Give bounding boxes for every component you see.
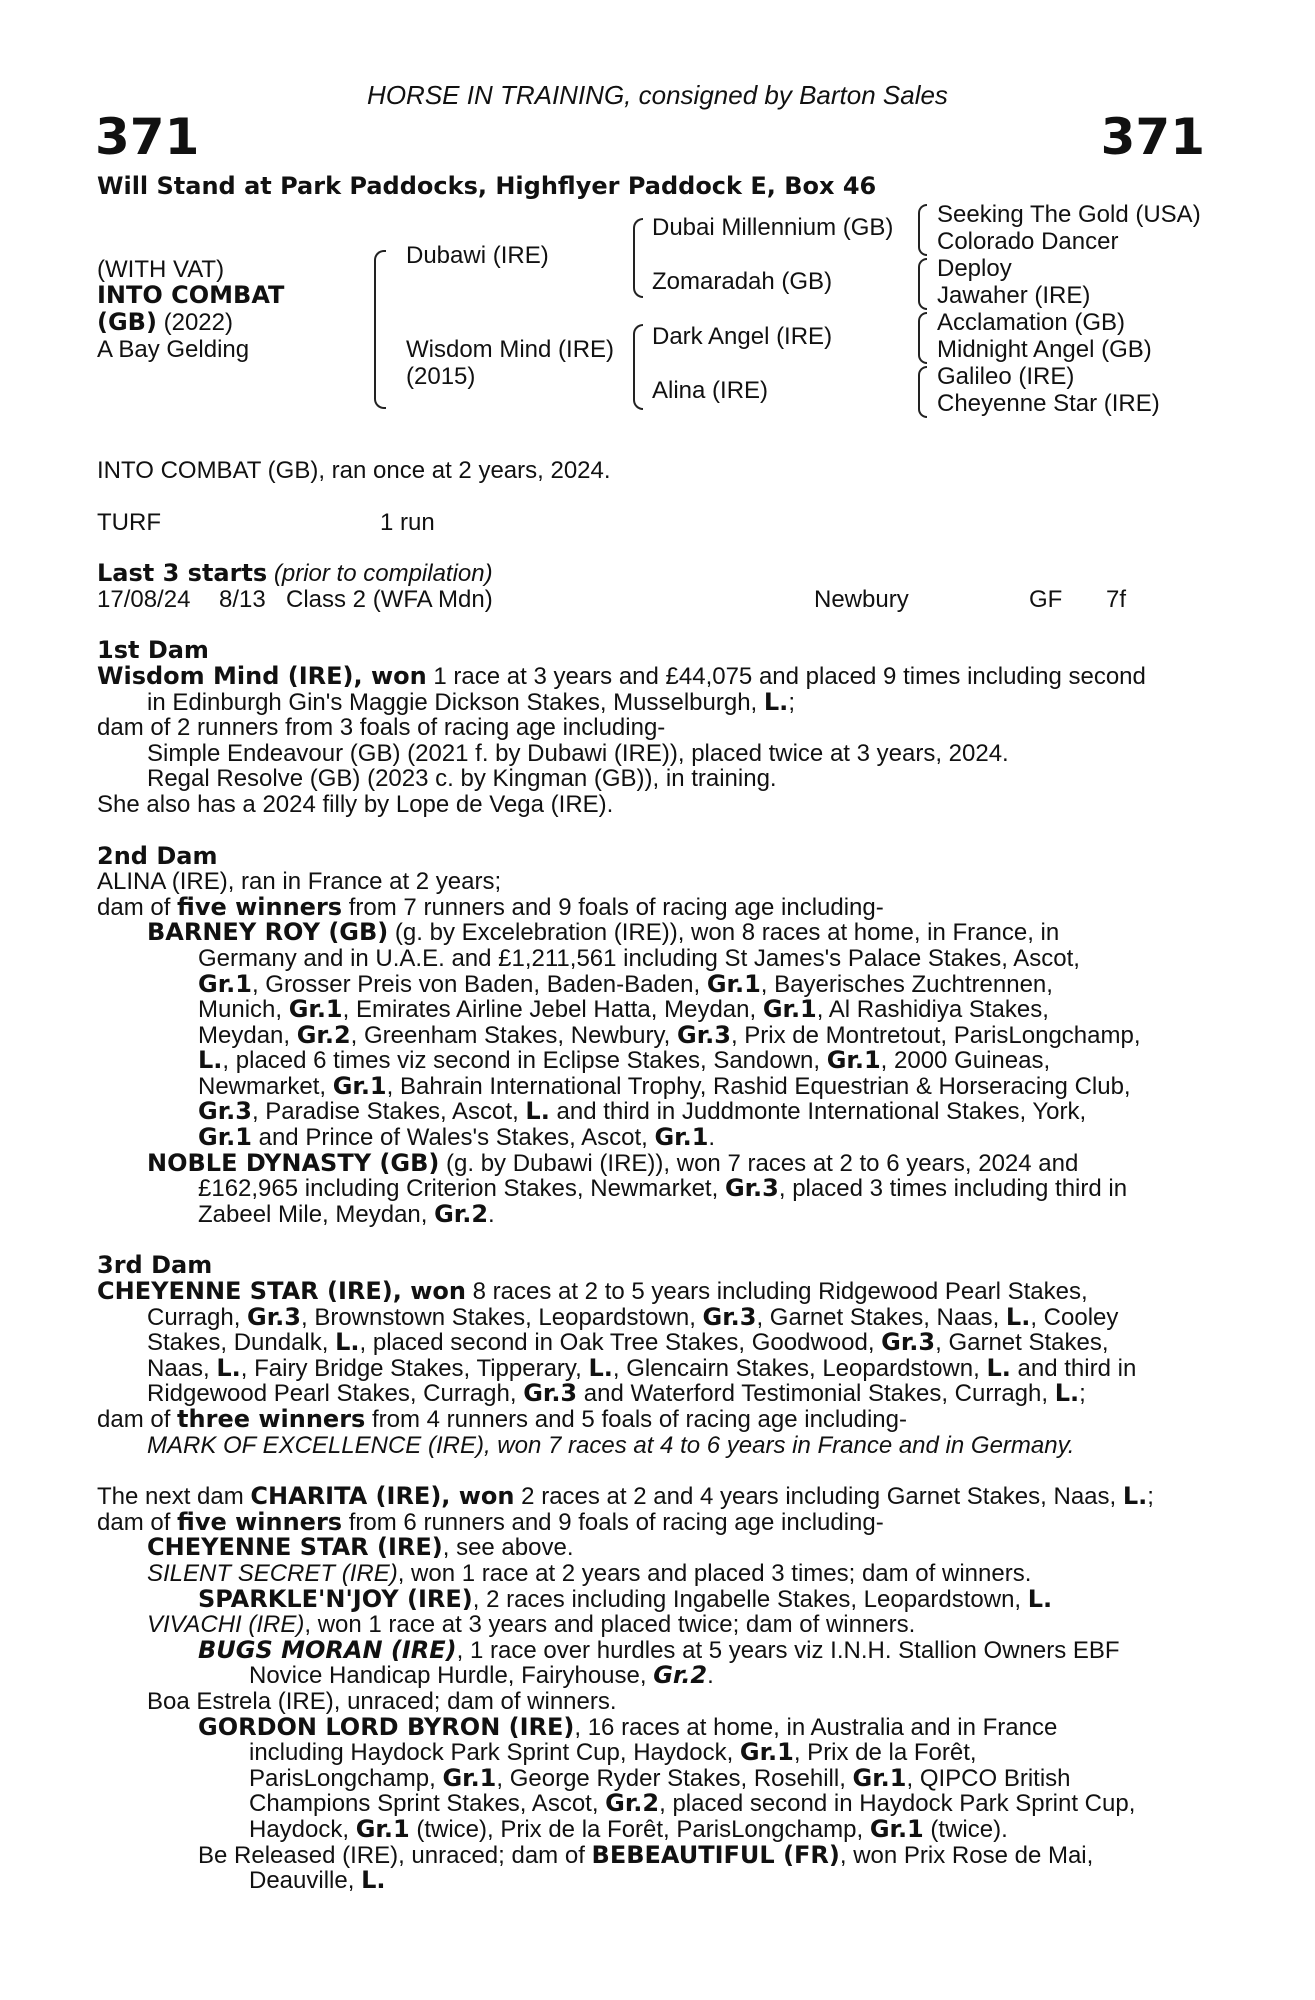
- race-summary: INTO COMBAT (GB), ran once at 2 years, 2024.: [97, 457, 611, 484]
- start-row: 17/08/24 8/13 Class 2 (WFA Mdn) Newbury GF 7f: [97, 585, 1127, 613]
- great-grandparent-8: Cheyenne Star (IRE): [937, 390, 1160, 417]
- stand-location: Will Stand at Park Paddocks, Highflyer Paddock E, Box 46: [97, 172, 877, 200]
- first-dam-line: She also has a 2024 filly by Lope de Vega (IRE).: [97, 790, 614, 818]
- barney-roy-line: L., placed 6 times viz second in Eclipse Stakes, Sandown, Gr.1, 2000 Guineas,: [198, 1046, 1051, 1075]
- first-dam-heading: 1st Dam: [97, 636, 209, 665]
- third-dam-line: Ridgewood Pearl Stakes, Curragh, Gr.3 and Waterford Testimonial Stakes, Curragh, L.;: [147, 1379, 1086, 1408]
- catalogue-body: [97, 458, 1207, 1894]
- great-grandparent-3: Deploy: [937, 255, 1012, 282]
- third-dam-line: Naas, L., Fairy Bridge Stakes, Tipperary, L., Glencairn Stakes, Leopardstown, L. and third in: [147, 1353, 1137, 1382]
- g2-brace: [918, 258, 927, 310]
- barney-roy-line: Meydan, Gr.2, Greenham Stakes, Newbury, Gr.3, Prix de Montretout, ParisLongchamp,: [198, 1020, 1141, 1049]
- g3-brace: [918, 312, 927, 364]
- vat-note: (WITH VAT): [97, 256, 225, 283]
- next-dam-line: The next dam CHARITA (IRE), won 2 races at 2 and 4 years including Garnet Stakes, Naas, L.;: [97, 1482, 1154, 1511]
- dam-parents-brace: [633, 324, 643, 410]
- noble-dynasty-line: Zabeel Mile, Meydan, Gr.2.: [198, 1199, 495, 1228]
- third-dam-heading: 3rd Dam: [97, 1251, 213, 1280]
- great-grandparent-6: Midnight Angel (GB): [937, 336, 1152, 363]
- first-dam-line: dam of 2 runners from 3 foals of racing age including-: [97, 714, 666, 742]
- great-grandparent-2: Colorado Dancer: [937, 228, 1119, 255]
- lot-number-left: 371: [95, 108, 200, 166]
- horse-description: A Bay Gelding: [97, 336, 250, 363]
- first-dam-produce: Simple Endeavour (GB) (2021 f. by Dubawi (IRE)), placed twice at 3 years, 2024.: [147, 739, 1009, 767]
- next-dam-produce: Novice Handicap Hurdle, Fairyhouse, Gr.2.: [249, 1661, 714, 1690]
- be-released-line: Deauville, L.: [249, 1866, 386, 1895]
- great-grandparent-4: Jawaher (IRE): [937, 282, 1091, 309]
- third-dam-line: Stakes, Dundalk, L., placed second in Oak Tree Stakes, Goodwood, Gr.3, Garnet Stakes,: [147, 1328, 1109, 1357]
- barney-roy-line: Munich, Gr.1, Emirates Airline Jebel Hatta, Meydan, Gr.1, Al Rashidiya Stakes,: [198, 995, 1049, 1024]
- gordon-lord-byron-line: Champions Sprint Stakes, Ascot, Gr.2, placed second in Haydock Park Sprint Cup,: [249, 1789, 1136, 1818]
- next-dam-produce: Boa Estrela (IRE), unraced; dam of winners.: [147, 1687, 617, 1715]
- dam-dam: Alina (IRE): [652, 377, 769, 404]
- first-dam-produce: Regal Resolve (GB) (2023 c. by Kingman (GB)), in training.: [147, 765, 777, 793]
- great-grandparent-7: Galileo (IRE): [937, 363, 1075, 390]
- gordon-lord-byron-line: including Haydock Park Sprint Cup, Haydock, Gr.1, Prix de la Forêt,: [249, 1738, 977, 1767]
- next-dam-produce: SPARKLE'N'JOY (IRE), 2 races including Ingabelle Stakes, Leopardstown, L.: [198, 1584, 1053, 1613]
- horse-country-year: (GB) (2022): [97, 308, 233, 336]
- first-dam-line: in Edinburgh Gin's Maggie Dickson Stakes, Musselburgh, L.;: [147, 687, 795, 716]
- third-dam-line: CHEYENNE STAR (IRE), won 8 races at 2 to 5 years including Ridgewood Pearl Stakes,: [97, 1277, 1088, 1306]
- third-dam-produce: MARK OF EXCELLENCE (IRE), won 7 races at 4 to 6 years in France and in Germany.: [147, 1431, 1075, 1459]
- next-dam-line: dam of five winners from 6 runners and 9 foals of racing age including-: [97, 1507, 884, 1536]
- great-grandparent-1: Seeking The Gold (USA): [937, 201, 1201, 228]
- sire-parents-brace: [633, 218, 643, 298]
- g1-brace: [918, 204, 927, 256]
- next-dam-produce: SILENT SECRET (IRE), won 1 race at 2 years and placed 3 times; dam of winners.: [147, 1559, 1032, 1587]
- dam-year: (2015): [406, 363, 476, 390]
- next-dam-produce: CHEYENNE STAR (IRE), see above.: [147, 1533, 574, 1562]
- g4-brace: [918, 366, 927, 418]
- next-dam-produce: BUGS MORAN (IRE), 1 race over hurdles at 5 years viz I.N.H. Stallion Owners EBF: [198, 1635, 1120, 1664]
- second-dam-line: ALINA (IRE), ran in France at 2 years;: [97, 868, 502, 896]
- last-starts-heading: Last 3 starts (prior to compilation): [97, 559, 493, 588]
- lot-number-right: 371: [1100, 108, 1205, 166]
- barney-roy-line: Gr.1 and Prince of Wales's Stakes, Ascot, Gr.1.: [198, 1123, 716, 1152]
- barney-roy-line: Gr.3, Paradise Stakes, Ascot, L. and third in Juddmonte International Stakes, York,: [198, 1097, 1087, 1126]
- sire-dam: Zomaradah (GB): [652, 268, 833, 295]
- noble-dynasty-line: £162,965 including Criterion Stakes, Newmarket, Gr.3, placed 3 times including third in: [198, 1174, 1128, 1203]
- great-grandparent-5: Acclamation (GB): [937, 309, 1126, 336]
- sire-sire: Dubai Millennium (GB): [652, 214, 894, 241]
- third-dam-line: Curragh, Gr.3, Brownstown Stakes, Leopardstown, Gr.3, Garnet Stakes, Naas, L., Cooley: [147, 1302, 1119, 1331]
- horse-name: INTO COMBAT: [97, 281, 285, 309]
- dam-sire: Dark Angel (IRE): [652, 323, 833, 350]
- catalogue-header: HORSE IN TRAINING, consigned by Barton Sales: [367, 80, 948, 110]
- dam: Wisdom Mind (IRE): [406, 336, 615, 363]
- barney-roy-line: Gr.1, Grosser Preis von Baden, Baden-Baden, Gr.1, Bayerisches Zuchtrennen,: [198, 969, 1053, 998]
- second-dam-line: dam of five winners from 7 runners and 9 foals of racing age including-: [97, 892, 884, 921]
- next-dam-produce: VIVACHI (IRE), won 1 race at 3 years and placed twice; dam of winners.: [147, 1611, 916, 1639]
- noble-dynasty-line: NOBLE DYNASTY (GB) (g. by Dubawi (IRE)), won 7 races at 2 to 6 years, 2024 and: [147, 1148, 1079, 1177]
- sire: Dubawi (IRE): [406, 242, 549, 269]
- surface-record: TURF 1 run: [97, 508, 435, 536]
- sire-dam-brace: [374, 250, 386, 409]
- second-dam-heading: 2nd Dam: [97, 841, 218, 870]
- gordon-lord-byron-line: ParisLongchamp, Gr.1, George Ryder Stakes, Rosehill, Gr.1, QIPCO British: [249, 1763, 1071, 1792]
- barney-roy-line: BARNEY ROY (GB) (g. by Excelebration (IRE)), won 8 races at home, in France, in: [147, 918, 1060, 947]
- third-dam-line: dam of three winners from 4 runners and 5 foals of racing age including-: [97, 1405, 907, 1433]
- first-dam-line: Wisdom Mind (IRE), won 1 race at 3 years and £44,075 and placed 9 times including second: [97, 661, 1146, 690]
- gordon-lord-byron-line: GORDON LORD BYRON (IRE), 16 races at home, in Australia and in France: [198, 1712, 1058, 1741]
- gordon-lord-byron-line: Haydock, Gr.1 (twice), Prix de la Forêt, ParisLongchamp, Gr.1 (twice).: [249, 1814, 1008, 1843]
- barney-roy-line: Germany and in U.A.E. and £1,211,561 including St James's Palace Stakes, Ascot,: [198, 944, 1080, 972]
- be-released-line: Be Released (IRE), unraced; dam of BEBEAUTIFUL (FR), won Prix Rose de Mai,: [198, 1840, 1094, 1869]
- barney-roy-line: Newmarket, Gr.1, Bahrain International Trophy, Rashid Equestrian & Horseracing Club,: [198, 1071, 1131, 1100]
